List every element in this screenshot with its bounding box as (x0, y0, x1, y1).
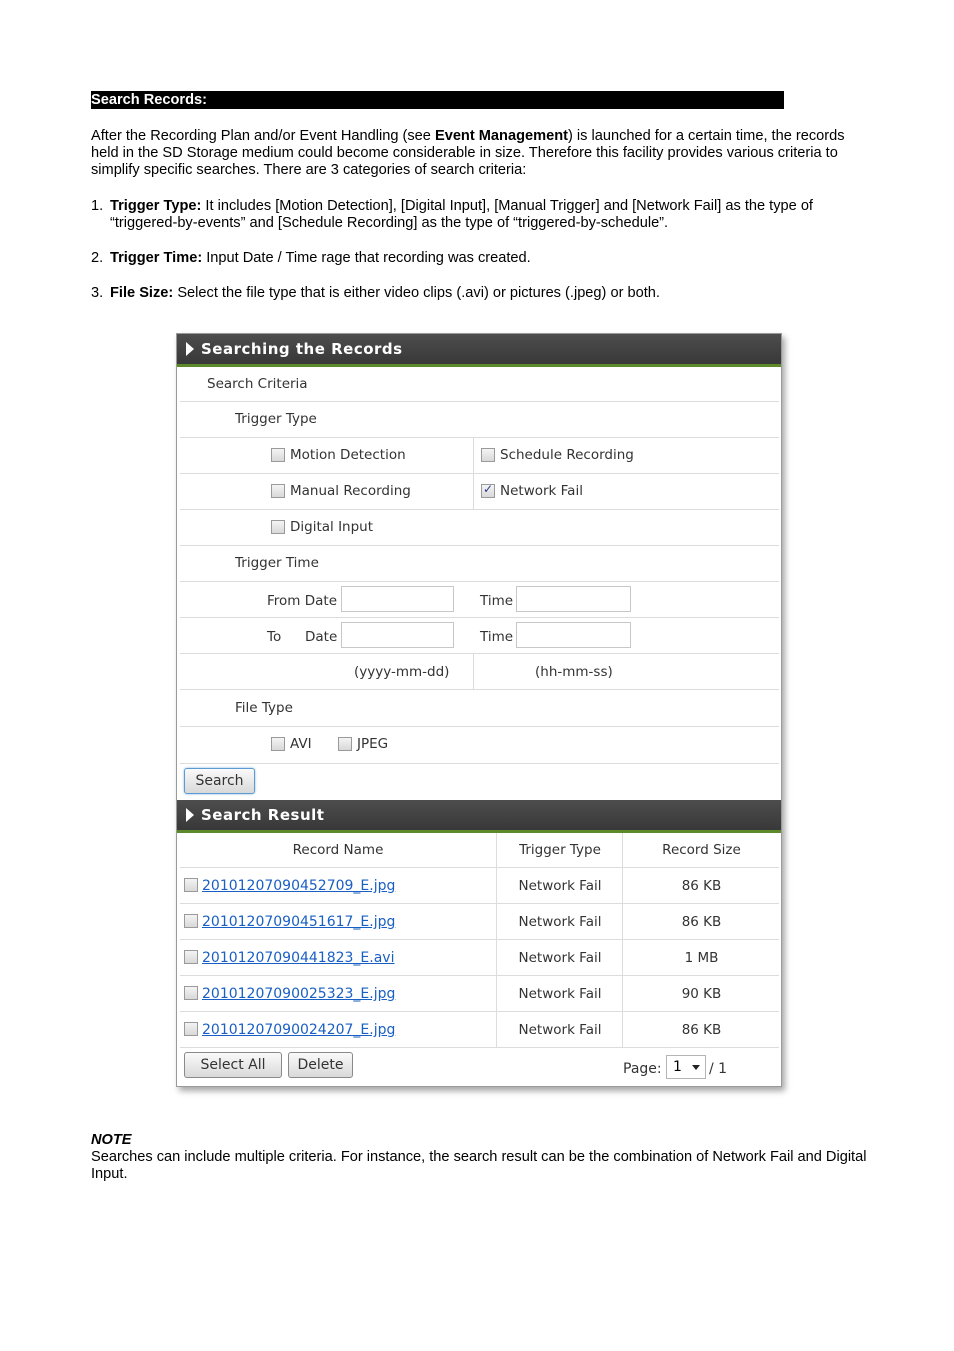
manual-recording-checkbox[interactable] (271, 484, 285, 498)
motion-detection-label: Motion Detection (290, 447, 406, 463)
intro-paragraph (91, 128, 871, 179)
list-text: Select the file type that is either video clips (.avi) or pictures (.jpeg) or both. (173, 285, 660, 301)
record-size: 1 MB (684, 950, 719, 966)
to-date-input[interactable] (341, 622, 454, 648)
page-select[interactable] (666, 1055, 706, 1079)
trigger-time-label: Trigger Time (235, 555, 319, 571)
jpeg-checkbox[interactable] (338, 737, 352, 751)
intro-bold: Event Management (434, 128, 568, 144)
record-trigger-type: Network Fail (518, 878, 602, 894)
time-format-hint: (hh-mm-ss) (535, 664, 613, 680)
from-date-input[interactable] (341, 586, 454, 612)
file-type-options-row (180, 727, 779, 764)
section-title: Search Records: (91, 91, 784, 109)
file-type-label: File Type (235, 700, 293, 716)
jpeg-label: JPEG (357, 736, 389, 752)
triangle-right-icon (186, 808, 194, 822)
page-total: / 1 (709, 1061, 728, 1077)
search-criteria-row (180, 367, 779, 402)
date-format-hint: (yyyy-mm-dd) (354, 664, 450, 680)
manual-recording-label: Manual Recording (290, 483, 411, 499)
from-time-input[interactable] (516, 586, 631, 612)
search-header-title: Searching the Records (201, 340, 403, 358)
intro-text-b: ) is launched for a certain time, the records held in the SD Storage medium could become considerable in size. Therefore this facility provides various criteria to simplify specific searches. There are 3 categories of search criteria: (91, 128, 845, 178)
record-trigger-type: Network Fail (518, 950, 602, 966)
list-number: 2. (91, 250, 104, 266)
record-link[interactable]: 20101207090451617_E.jpg (202, 914, 396, 930)
note-text: Searches can include multiple criteria. For instance, the search result can be the combination of Network Fail and Digital Input. (91, 1149, 867, 1182)
result-table-header (180, 833, 779, 868)
list-term: Trigger Type: (110, 198, 202, 214)
search-criteria-label: Search Criteria (207, 376, 308, 392)
column-divider (473, 438, 474, 510)
to-date-label: Date (305, 629, 338, 645)
trigger-type-label: Trigger Type (235, 411, 317, 427)
motion-detection-checkbox[interactable] (271, 448, 285, 462)
row-checkbox[interactable] (184, 986, 198, 1000)
list-number: 3. (91, 285, 104, 301)
digital-input-checkbox[interactable] (271, 520, 285, 534)
page-select-value: 1 (673, 1059, 682, 1075)
page-label: Page: (623, 1061, 662, 1077)
row-checkbox[interactable] (184, 950, 198, 964)
column-record-size: Record Size (662, 842, 741, 858)
record-size: 86 KB (681, 914, 722, 930)
table-row (180, 1012, 779, 1048)
row-checkbox[interactable] (184, 914, 198, 928)
select-all-button[interactable]: Select All (184, 1052, 282, 1078)
column-divider (473, 654, 474, 690)
search-records-screenshot (176, 333, 782, 1087)
list-item (91, 250, 871, 267)
network-fail-checkbox[interactable] (481, 484, 495, 498)
record-link[interactable]: 20101207090452709_E.jpg (202, 878, 396, 894)
record-link[interactable]: 20101207090441823_E.avi (202, 950, 395, 966)
record-link[interactable]: 20101207090025323_E.jpg (202, 986, 396, 1002)
result-header (177, 800, 781, 833)
to-date-row (180, 618, 779, 654)
trigger-options-row-3 (180, 510, 779, 546)
list-item (91, 285, 871, 302)
table-row (180, 976, 779, 1012)
to-time-input[interactable] (516, 622, 631, 648)
intro-text-a: After the Recording Plan and/or Event Handling (see (91, 128, 435, 144)
table-row (180, 940, 779, 976)
record-trigger-type: Network Fail (518, 914, 602, 930)
note-title: NOTE (91, 1132, 132, 1148)
record-trigger-type: Network Fail (518, 1022, 602, 1038)
list-text: It includes [Motion Detection], [Digital Input], [Manual Trigger] and [Network Fail] as the type of “triggered-by-events” and [Schedule Recording] as the type of “triggered-by-schedule”. (110, 198, 813, 231)
list-number: 1. (91, 198, 104, 214)
trigger-type-row (180, 402, 779, 438)
avi-label: AVI (290, 736, 312, 752)
from-time-label: Time (480, 593, 514, 609)
to-label: To (267, 629, 282, 645)
to-time-label: Time (480, 629, 514, 645)
delete-button[interactable]: Delete (288, 1052, 353, 1078)
record-trigger-type: Network Fail (518, 986, 602, 1002)
search-header (177, 334, 781, 367)
from-date-row (180, 582, 779, 618)
list-item (91, 198, 871, 232)
triangle-right-icon (186, 342, 194, 356)
column-trigger-type: Trigger Type (519, 842, 601, 858)
schedule-recording-checkbox[interactable] (481, 448, 495, 462)
trigger-time-row (180, 546, 779, 582)
column-divider (622, 833, 623, 1048)
network-fail-label: Network Fail (500, 483, 583, 499)
avi-checkbox[interactable] (271, 737, 285, 751)
column-record-name: Record Name (292, 842, 384, 858)
table-row (180, 868, 779, 904)
record-size: 86 KB (681, 878, 722, 894)
list-term: Trigger Time: (110, 250, 203, 266)
schedule-recording-label: Schedule Recording (500, 447, 634, 463)
format-row (180, 654, 779, 690)
record-size: 90 KB (681, 986, 722, 1002)
trigger-options-row-2 (180, 474, 779, 510)
record-size: 86 KB (681, 1022, 722, 1038)
file-type-row (180, 690, 779, 727)
from-date-label: From Date (267, 593, 338, 609)
list-text: Input Date / Time rage that recording was created. (202, 250, 531, 266)
note-block (91, 1132, 871, 1183)
chevron-down-icon (692, 1065, 700, 1070)
trigger-options-row-1 (180, 438, 779, 474)
record-link[interactable]: 20101207090024207_E.jpg (202, 1022, 396, 1038)
table-row (180, 904, 779, 940)
criteria-list (91, 198, 871, 302)
row-checkbox[interactable] (184, 878, 198, 892)
row-checkbox[interactable] (184, 1022, 198, 1036)
list-term: File Size: (110, 285, 174, 301)
column-divider (496, 833, 497, 1048)
digital-input-label: Digital Input (290, 519, 374, 535)
result-header-title: Search Result (201, 806, 325, 824)
search-button[interactable]: Search (184, 768, 255, 794)
